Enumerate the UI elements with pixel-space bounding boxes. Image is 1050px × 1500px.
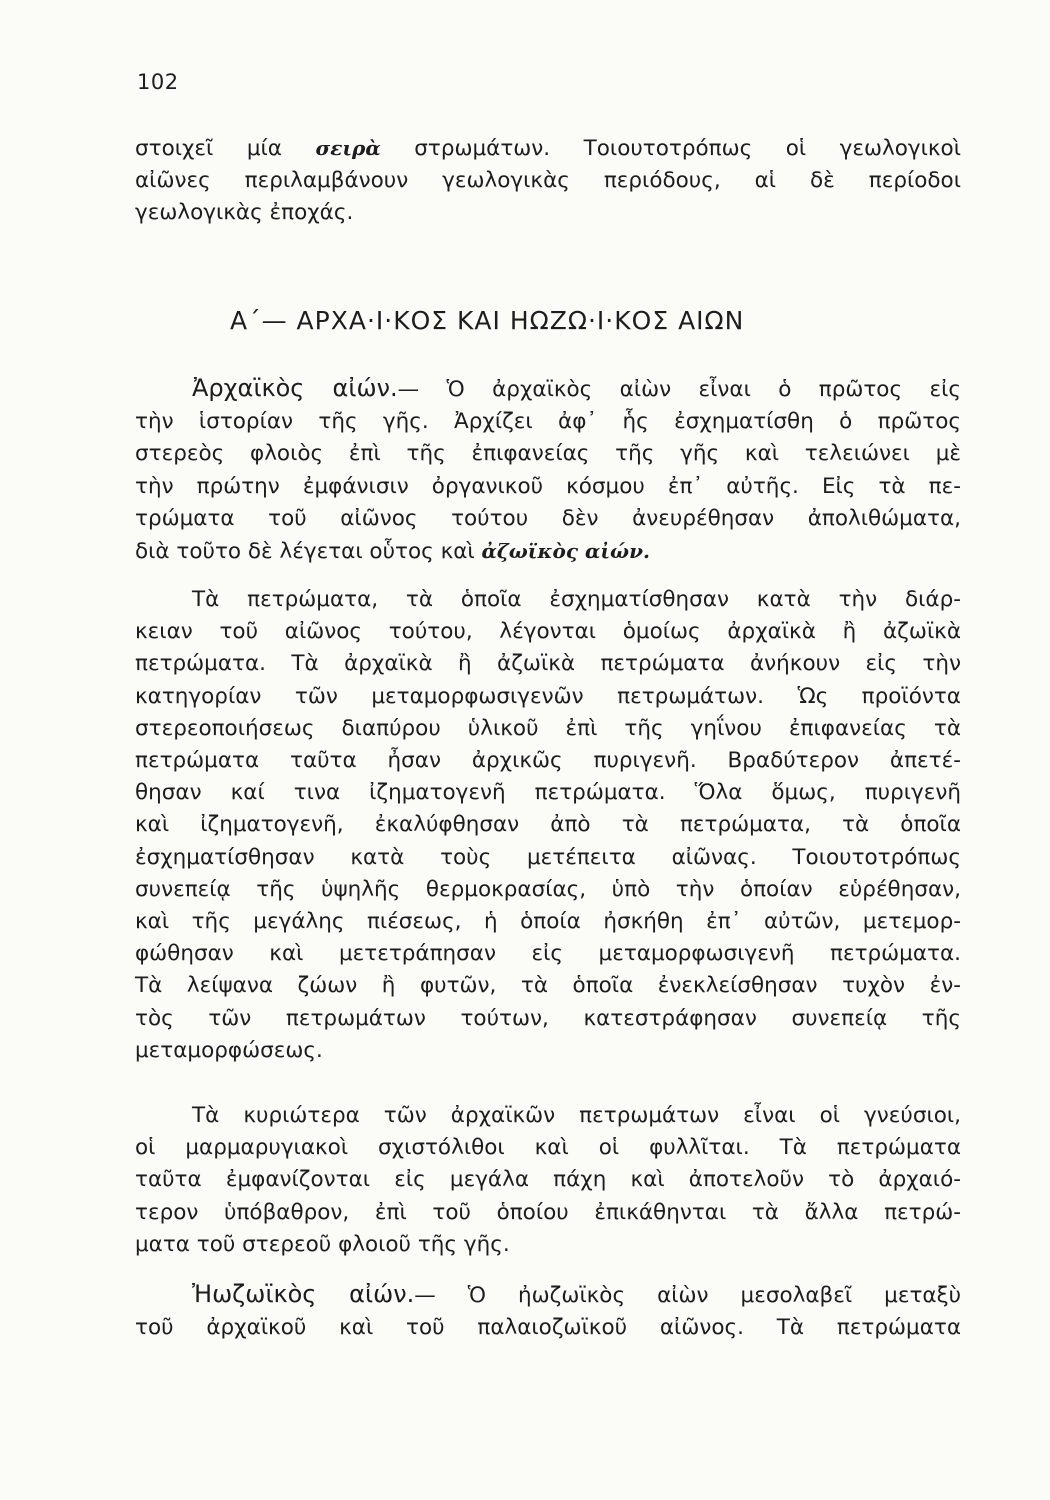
text-run: διὰ τοῦτο δὲ λέγεται οὗτος καὶ [135, 539, 482, 565]
text-line [135, 535, 961, 568]
text-line: πετρώματα ταῦτα ἦσαν ἀρχικῶς πυριγενῆ. Βραδύτερον ἀπετέ- [135, 748, 961, 774]
text-line: τρώματα τοῦ αἰῶνος τούτου δὲν ἀνευρέθησαν ἀπολιθώματα, [135, 505, 961, 531]
text-line: πετρώματα. Τὰ ἀρχαϊκὰ ἢ ἀζωϊκὰ πετρώματα ἀνήκουν εἰς τὴν [135, 651, 961, 677]
text-line: οἱ μαρμαρυγιακοὶ σχιστόλιθοι καὶ οἱ φυλλῖται. Τὰ πετρώματα [135, 1135, 961, 1161]
emphasized-term: ἀζωϊκὸς αἰών. [481, 539, 650, 564]
text-line [135, 132, 961, 165]
text-line [135, 1278, 961, 1312]
subsection-title: Ἀρχαϊκὸς αἰών. [192, 374, 398, 402]
text-line: καὶ ἰζηματογενῆ, ἐκαλύφθησαν ἀπὸ τὰ πετρώματα, τὰ ὁποῖα [135, 812, 961, 838]
paragraph-eozoic-eon [135, 1278, 961, 1344]
text-line: κειαν τοῦ αἰῶνος τούτου, λέγονται ὁμοίως ἀρχαϊκὰ ἢ ἀζωϊκὰ [135, 619, 961, 645]
text-line: καὶ τῆς μεγάλης πιέσεως, ἡ ὁποία ἠσκήθη ἐπ᾽ αὐτῶν, μετεμορ- [135, 909, 961, 935]
text-line: στερεοποιήσεως διαπύρου ὑλικοῦ ἐπὶ τῆς γηΐνου ἐπιφανείας τὰ [135, 715, 961, 741]
text-line: τοῦ ἀρχαϊκοῦ καὶ τοῦ παλαιοζωϊκοῦ αἰῶνος. Τὰ πετρώματα [135, 1315, 961, 1341]
text-run: στοιχεῖ μία [135, 136, 316, 161]
intro-paragraph [135, 132, 961, 230]
text-line: Τὰ λείψανα ζώων ἢ φυτῶν, τὰ ὁποῖα ἐνεκλείσθησαν τυχὸν ἐν- [135, 973, 961, 999]
text-line: θησαν καί τινα ἰζηματογενῆ πετρώματα. Ὅλα ὅμως, πυριγενῆ [135, 780, 961, 806]
text-run: στρωμάτων. Τοιουτοτρόπως οἱ γεωλογικοὶ [380, 136, 961, 161]
text-line: ματα τοῦ στερεοῦ φλοιοῦ τῆς γῆς. [135, 1231, 510, 1257]
text-line: Τὰ πετρώματα, τὰ ὁποῖα ἐσχηματίσθησαν κατὰ τὴν διάρ- [192, 587, 961, 612]
text-run: — Ὁ ἀρχαϊκὸς αἰὼν εἶναι ὁ πρῶτος εἰς [397, 377, 961, 402]
emphasized-term: σειρὰ [315, 136, 381, 160]
text-line: τὴν ἱστορίαν τῆς γῆς. Ἀρχίζει ἀφ᾽ ἧς ἐσχηματίσθη ὁ πρῶτος [135, 409, 961, 435]
text-line: ἐσχηματίσθησαν κατὰ τοὺς μετέπειτα αἰῶνας. Τοιουτοτρόπως [135, 844, 961, 870]
text-line [135, 372, 961, 406]
text-line: τὴν πρώτην ἐμφάνισιν ὀργανικοῦ κόσμου ἐπ᾽ αὐτῆς. Εἰς τὰ πε- [135, 473, 961, 499]
text-line: κατηγορίαν τῶν μεταμορφωσιγενῶν πετρωμάτων. Ὡς προϊόντα [135, 683, 961, 709]
paragraph-main-rocks [135, 1100, 961, 1261]
text-line: τερον ὑπόβαθρον, ἐπὶ τοῦ ὁποίου ἐπικάθηνται τὰ ἄλλα πετρώ- [135, 1199, 961, 1225]
text-run: — Ὁ ἠωζωϊκὸς αἰὼν μεσολαβεῖ μεταξὺ [414, 1283, 962, 1308]
text-line: μεταμορφώσεως. [135, 1037, 323, 1063]
text-line: τὸς τῶν πετρωμάτων τούτων, κατεστράφησαν συνεπείᾳ τῆς [135, 1005, 961, 1031]
paragraph-archaic-rocks [135, 584, 961, 1067]
text-line: στερεὸς φλοιὸς ἐπὶ τῆς ἐπιφανείας τῆς γῆς καὶ τελειώνει μὲ [135, 441, 961, 467]
page-number: 102 [137, 70, 179, 94]
text-line: γεωλογικὰς ἐποχάς. [135, 200, 354, 226]
text-line: συνεπείᾳ τῆς ὑψηλῆς θερμοκρασίας, ὑπὸ τὴν ὁποίαν εὑρέθησαν, [135, 876, 961, 902]
section-heading: Α΄— ΑΡΧΑ·Ι·ΚΟΣ ΚΑΙ ΗΩΖΩ·Ι·ΚΟΣ ΑΙΩΝ [230, 306, 745, 335]
subsection-title: Ἠωζωϊκὸς αἰών. [192, 1280, 415, 1308]
text-line: ταῦτα ἐμφανίζονται εἰς μεγάλα πάχη καὶ ἀποτελοῦν τὸ ἀρχαιό- [135, 1167, 961, 1193]
text-line: φώθησαν καὶ μετετράπησαν εἰς μεταμορφωσιγενῆ πετρώματα. [135, 941, 961, 967]
paragraph-archaic-eon [135, 372, 961, 568]
text-line: αἰῶνες περιλαμβάνουν γεωλογικὰς περιόδους, αἱ δὲ περίοδοι [135, 168, 961, 194]
text-line: Τὰ κυριώτερα τῶν ἀρχαϊκῶν πετρωμάτων εἶναι οἱ γνεύσιοι, [192, 1103, 961, 1128]
